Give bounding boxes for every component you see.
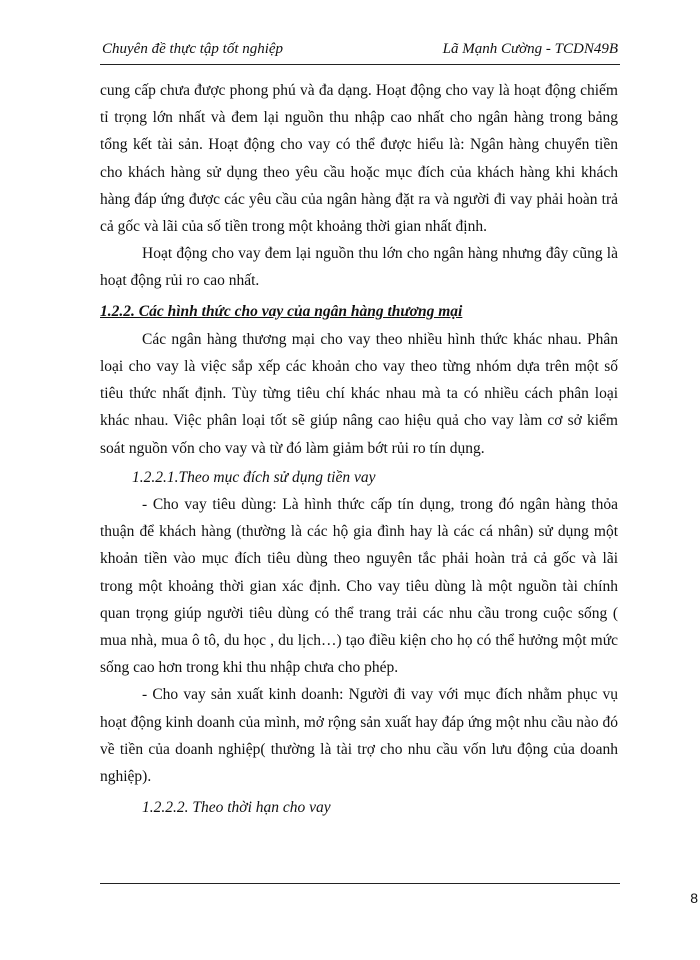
header-document-title: Chuyên đề thực tập tốt nghiệp bbox=[102, 41, 284, 57]
page-header bbox=[100, 38, 620, 65]
subsection-heading-by-purpose: 1.2.2.1.Theo mục đích sử dụng tiền vay bbox=[132, 468, 376, 486]
paragraph-consumer-lending: - Cho vay tiêu dùng: Là hình thức cấp tín dụng, trong đó ngân hàng thỏa thuận để khách hàng (thường là các hộ gia đình hay là các cá nhân) sử dụng một khoản tiền vào mục đích tiêu dùng theo nguyên tắc phải hoàn trả cả gốc và lãi trong một khoảng thời gian xác định. Cho vay tiêu dùng là một nguồn tài chính quan trọng giúp người tiêu dùng có thể trang trải các nhu cầu trong cuộc sống ( mua nhà, mua ô tô, du học , du lịch…) tạo điều kiện cho họ có thể hưởng một mức sống cao hơn trong khi thu nhập chưa cho phép. bbox=[100, 496, 618, 677]
paragraph-lending-classification: Các ngân hàng thương mại cho vay theo nhiều hình thức khác nhau. Phân loại cho vay là việc sắp xếp các khoản cho vay theo từng nhóm dựa trên một số tiêu thức nhất định. Tùy từng tiêu chí khác nhau mà ta có nhiều cách phân loại khác nhau. Việc phân loại tốt sẽ giúp nâng cao hiệu quả cho vay làm cơ sở kiểm soát nguồn vốn cho vay và từ đó làm giảm bớt rủi ro tín dụng. bbox=[100, 330, 618, 457]
footer-divider bbox=[100, 883, 620, 884]
subsection-heading-by-term: 1.2.2.2. Theo thời hạn cho vay bbox=[142, 799, 331, 817]
page-number: 8 bbox=[690, 890, 698, 906]
section-heading-lending-forms: 1.2.2. Các hình thức cho vay của ngân hàng thương mại bbox=[100, 302, 463, 320]
header-author: Lã Mạnh Cường - TCDN49B bbox=[442, 41, 618, 57]
paragraph-business-lending: - Cho vay sản xuất kinh doanh: Người đi vay với mục đích nhằm phục vụ hoạt động kinh doanh của mình, mở rộng sản xuất hay đáp ứng một nhu cầu nào đó về tiền của doanh nghiệp( thường là tài trợ cho nhu cầu vốn lưu động của doanh nghiệp). bbox=[100, 686, 618, 786]
page-content bbox=[100, 77, 618, 821]
paragraph-lending-risk: Hoạt động cho vay đem lại nguồn thu lớn cho ngân hàng nhưng đây cũng là hoạt động rủi ro cao nhất. bbox=[100, 245, 618, 290]
paragraph-lending-definition: cung cấp chưa được phong phú và đa dạng. Hoạt động cho vay là hoạt động chiếm tỉ trọng lớn nhất và đem lại nguồn thu nhập cao nhất cho ngân hàng trong bảng tổng kết tài sản. Hoạt động cho vay có thể được hiểu là: Ngân hàng chuyển tiền cho khách hàng sử dụng theo yêu cầu hoặc mục đích của khách hàng khi khách hàng đáp ứng được các yêu cầu của ngân hàng đặt ra và người đi vay phải hoàn trả cả gốc và lãi của số tiền trong một khoảng thời gian nhất định. bbox=[100, 82, 618, 236]
